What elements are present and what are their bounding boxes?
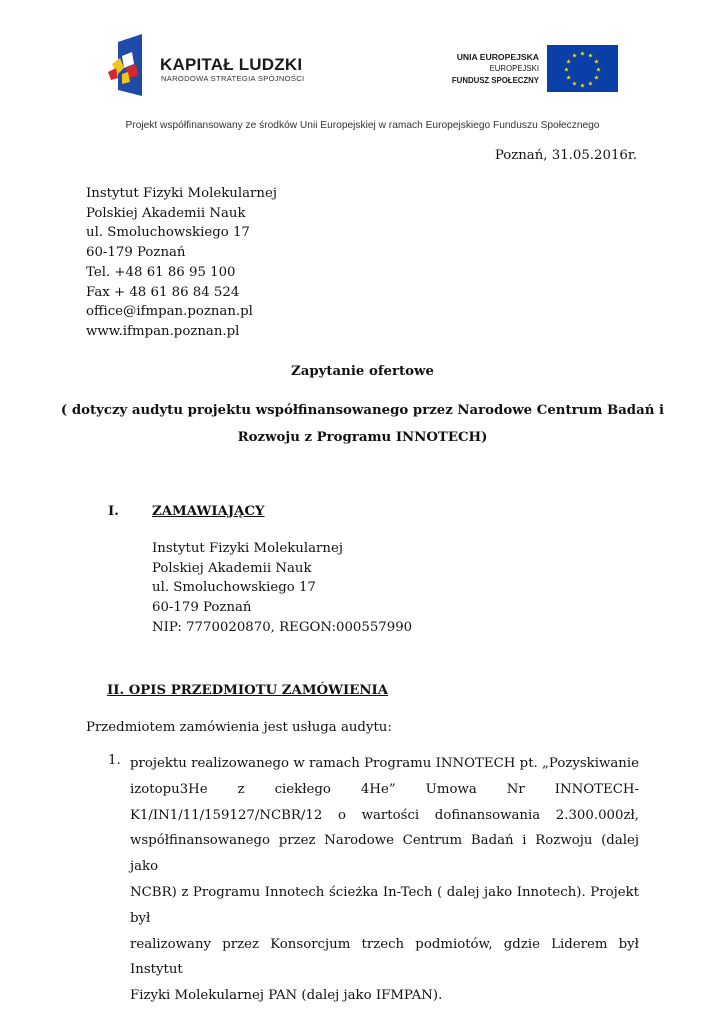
section1-line: Instytut Fizyki Molekularnej (152, 541, 343, 556)
list-item-number: 1. (108, 753, 121, 768)
sender-line: Polskiej Akademii Nauk (86, 205, 246, 221)
eu-label-line1: UNIA EUROPEJSKA (456, 52, 539, 62)
list-item-line: realizowany przez Konsorcjum trzech podmiotów, gdzie Liderem był Instytut (130, 936, 639, 978)
section1-number: I. (108, 504, 119, 519)
section1-line: ul. Smoluchowskiego 17 (152, 580, 316, 596)
eu-label-line2: EUROPEJSKI (489, 64, 539, 73)
svg-text:★: ★ (571, 52, 578, 60)
sender-address (86, 184, 277, 342)
section1-line: 60-179 Poznań (152, 600, 252, 616)
list-item-line: współfinansowanego przez Narodowe Centrum Badań i Rozwoju (dalej jako (130, 833, 639, 875)
section1-address (152, 539, 412, 638)
svg-text:★: ★ (565, 58, 572, 66)
sender-email: office@ifmpan.poznan.pl (86, 304, 253, 320)
svg-text:★: ★ (571, 80, 578, 88)
svg-text:★: ★ (579, 50, 586, 58)
kapital-ludzki-logo-icon (108, 34, 148, 98)
svg-text:★: ★ (593, 74, 600, 82)
section1-title: ZAMAWIAJĄCY (152, 504, 265, 519)
list-item-line: Fizyki Molekularnej PAN (dalej jako IFMPAN). (130, 988, 443, 1004)
svg-text:★: ★ (593, 58, 600, 66)
eu-flag-icon (547, 45, 618, 92)
section1-line: Polskiej Akademii Nauk (152, 560, 312, 576)
document-date: Poznań, 31.05.2016r. (494, 148, 637, 163)
section1-nip-regon: NIP: 7770020870, REGON:000557990 (152, 619, 413, 635)
list-item-line: K1/IN1/11/159127/NCBR/12 o wartości dofinansowania 2.300.000zł, (130, 807, 639, 823)
list-item-line: NCBR) z Programu Innotech ścieżka In-Tech ( dalej jako Innotech). Projekt był (130, 884, 639, 926)
svg-text:★: ★ (587, 80, 594, 88)
cofinancing-note: Projekt współfinansowany ze środków Unii Europejskiej w ramach Europejskiego Funduszu Społecznego (125, 120, 600, 131)
eu-label (452, 52, 539, 86)
kapital-ludzki-subtitle: NARODOWA STRATEGIA SPÓJNOŚCI (161, 74, 305, 83)
list-item-line: izotopu3He z ciekłego 4He” Umowa Nr INNOTECH- (130, 781, 639, 797)
sender-website: www.ifmpan.poznan.pl (86, 323, 240, 339)
svg-text:★: ★ (595, 66, 602, 74)
svg-text:★: ★ (563, 66, 570, 74)
list-item-line: projektu realizowanego w ramach Programu INNOTECH pt. „Pozyskiwanie (130, 756, 639, 771)
sender-fax: Fax + 48 61 86 84 524 (86, 284, 240, 300)
sender-line: Instytut Fizyki Molekularnej (86, 186, 277, 201)
document-subtitle-line2: Rozwoju z Programu INNOTECH) (237, 430, 488, 445)
kapital-ludzki-title: KAPITAŁ LUDZKI (160, 55, 303, 74)
eu-label-line3: FUNDUSZ SPOŁECZNY (451, 76, 539, 85)
sender-phone: Tel. +48 61 86 95 100 (86, 264, 236, 280)
sender-line: ul. Smoluchowskiego 17 (86, 225, 250, 241)
svg-text:★: ★ (587, 52, 594, 60)
svg-text:★: ★ (565, 74, 572, 82)
sender-line: 60-179 Poznań (86, 245, 186, 261)
section2-intro: Przedmiotem zamówienia jest usługa audytu: (86, 720, 392, 735)
section2-title: II. OPIS PRZEDMIOTU ZAMÓWIENIA (107, 683, 389, 698)
document-subtitle-line1: ( dotyczy audytu projektu współfinansowanego przez Narodowe Centrum Badań i (60, 403, 665, 418)
list-item (130, 751, 639, 1009)
svg-text:★: ★ (579, 82, 586, 90)
document-title: Zapytanie ofertowe (291, 364, 434, 379)
